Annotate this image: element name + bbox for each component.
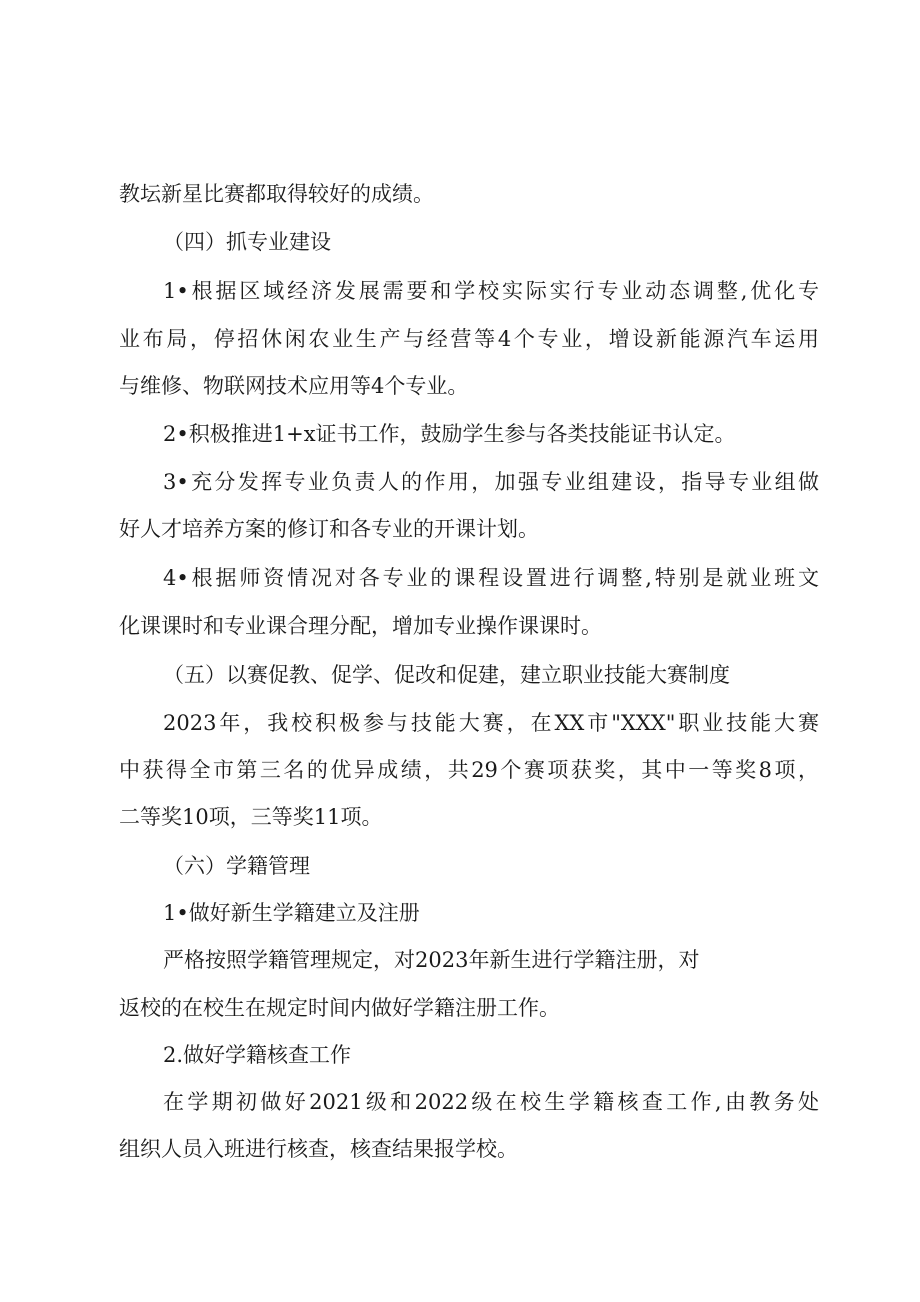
text-line: 化课课时和专业课合理分配，增加专业操作课课时。 [119, 614, 602, 638]
text-line: 2023年，我校积极参与技能大赛，在XX市"XXX"职业技能大赛 [163, 711, 819, 735]
text-line: 业布局，停招休闲农业生产与经营等4个专业，增设新能源汽车运用 [119, 327, 819, 351]
sub-heading: 2.做好学籍核查工作 [163, 1043, 352, 1067]
text-line: 中获得全市第三名的优异成绩，共29个赛项获奖，其中一等奖8项， [119, 758, 819, 782]
text-line: 组织人员入班进行核查，核查结果报学校。 [119, 1137, 518, 1161]
text-line: 1•根据区域经济发展需要和学校实际实行专业动态调整,优化专 [163, 279, 819, 303]
section-heading: （四）抓专业建设 [163, 230, 331, 254]
sub-heading: 1•做好新生学籍建立及注册 [163, 901, 420, 925]
text-line: 4•根据师资情况对各专业的课程设置进行调整,特别是就业班文 [163, 566, 819, 590]
text-line: 严格按照学籍管理规定，对2023年新生进行学籍注册，对 [163, 948, 700, 972]
section-heading: （六）学籍管理 [163, 854, 310, 878]
text-line: 与维修、物联网技术应用等4个专业。 [119, 374, 469, 398]
text-line: 返校的在校生在规定时间内做好学籍注册工作。 [119, 996, 560, 1020]
section-heading: （五）以赛促教、促学、促改和促建，建立职业技能大赛制度 [163, 663, 730, 687]
text-line: 教坛新星比赛都取得较好的成绩。 [119, 182, 434, 206]
text-line: 在学期初做好2021级和2022级在校生学籍核查工作,由教务处 [163, 1090, 819, 1114]
text-line: 二等奖10项，三等奖11项。 [119, 805, 383, 829]
text-line: 2•积极推进1+x证书工作，鼓励学生参与各类技能证书认定。 [163, 422, 736, 446]
text-line: 好人才培养方案的修订和各专业的开课计划。 [119, 517, 539, 541]
text-line: 3•充分发挥专业负责人的作用，加强专业组建设，指导专业组做 [163, 470, 819, 494]
